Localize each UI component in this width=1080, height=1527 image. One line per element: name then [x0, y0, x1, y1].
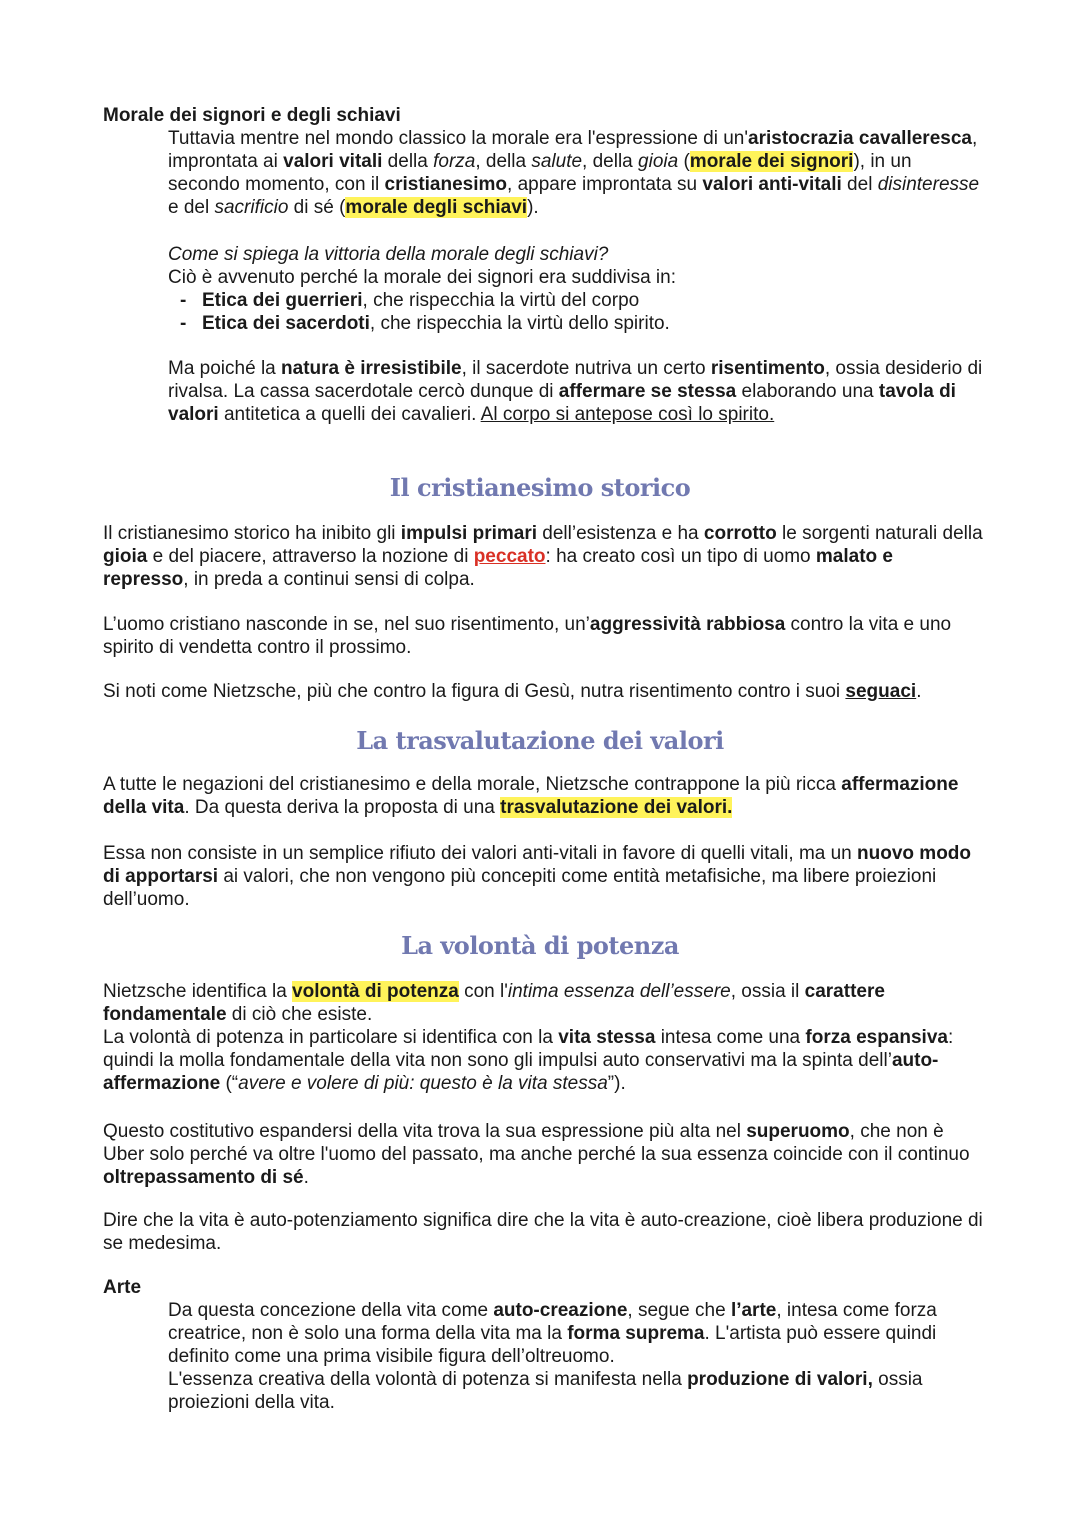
highlight-trasvalutazione: trasvalutazione dei valori.	[500, 797, 733, 818]
underlined-conclusion: Al corpo si antepose così lo spirito.	[480, 404, 775, 425]
ethics-list	[168, 289, 988, 335]
paragraph-arte: Da questa concezione della vita come auto-creazione, segue che l’arte, intesa come forza creatrice, non è solo una forma della vita ma la forma suprema. L'artista può essere quindi definito come una prima visibile figura dell’oltreuomo. L'essenza creativa della volontà di potenza si manifesta nella produzione di valori, ossia proiezioni della vita.	[168, 1300, 937, 1413]
paragraph-auto-potenziamento: Dire che la vita è auto-potenziamento significa dire che la vita è auto-creazione, cioè libera produzione di se medesima.	[103, 1210, 983, 1254]
list-item: - Etica dei guerrieri, che rispecchia la virtù del corpo	[168, 289, 988, 312]
question-intro: Ciò è avvenuto perché la morale dei signori era suddivisa in:	[168, 267, 676, 288]
paragraph-cristianesimo-3: Si noti come Nietzsche, più che contro la figura di Gesù, nutra risentimento contro i suoi seguaci.	[103, 681, 922, 702]
paragraph-morale-intro: Tuttavia mentre nel mondo classico la morale era l'espressione di un'aristocrazia cavalleresca, improntata ai valori vitali della forza, della salute, della gioia (morale dei signori), in un secondo momento, con il cristianesimo, appare improntata su valori anti-vitali del disinteresse e del sacrificio di sé (morale degli schiavi).	[168, 128, 980, 218]
highlight-morale-signori: morale dei signori	[689, 151, 854, 172]
paragraph-superuomo: Questo costitutivo espandersi della vita trova la sua espressione più alta nel superuomo, che non è Uber solo perché va oltre l'uomo del passato, ma anche perché la sua essenza coincide con il continuo oltrepassamento di sé.	[103, 1121, 970, 1188]
highlight-morale-schiavi: morale degli schiavi	[345, 197, 528, 218]
list-item: - Etica dei sacerdoti, che rispecchia la virtù dello spirito.	[168, 312, 988, 335]
paragraph-trasvalutazione-1: A tutte le negazioni del cristianesimo e della morale, Nietzsche contrappone la più ricca affermazione della vita. Da questa deriva la proposta di una trasvalutazione dei valori.	[103, 774, 959, 818]
question-text: Come si spiega la vittoria della morale degli schiavi?	[168, 244, 609, 265]
heading-volonta-potenza: La volontà di potenza	[401, 931, 679, 960]
keyword-seguaci: seguaci	[845, 681, 917, 702]
paragraph-risentimento: Ma poiché la natura è irresistibile, il sacerdote nutriva un certo risentimento, ossia desiderio di rivalsa. La cassa sacerdotale cercò dunque di affermare se stessa elaborando una tavola di valori antitetica a quelli dei cavalieri. Al corpo si antepose così lo spirito.	[168, 358, 983, 425]
question-block	[168, 243, 988, 335]
paragraph-cristianesimo-2: L’uomo cristiano nasconde in se, nel suo risentimento, un’aggressività rabbiosa contro la vita e uno spirito di vendetta contro il prossimo.	[103, 614, 952, 658]
heading-cristianesimo-storico: Il cristianesimo storico	[389, 473, 691, 502]
paragraph-cristianesimo-1: Il cristianesimo storico ha inibito gli impulsi primari dell’esistenza e ha corrotto le sorgenti naturali della gioia e del piacere, attraverso la nozione di peccato: ha creato così un tipo di uomo malato e represso, in preda a continui sensi di colpa.	[103, 523, 983, 590]
paragraph-volonta-1: Nietzsche identifica la volontà di potenza con l'intima essenza dell’essere, ossia il carattere fondamentale di ciò che esiste. La volontà di potenza in particolare si identifica con la vita stessa intesa come una forza espansiva: quindi la molla fondamentale della vita non sono gli impulsi auto conservativi ma la spinta dell’auto-affermazione (“avere e volere di più: questo è la vita stessa”).	[103, 981, 954, 1094]
section-title-morale: Morale dei signori e degli schiavi	[103, 105, 401, 126]
section-title-arte: Arte	[103, 1277, 142, 1298]
paragraph-trasvalutazione-2: Essa non consiste in un semplice rifiuto dei valori anti-vitali in favore di quelli vitali, ma un nuovo modo di apportarsi ai valori, che non vengono più concepiti come entità metafisiche, ma libere proiezioni dell’uomo.	[103, 843, 972, 910]
highlight-volonta-potenza: volontà di potenza	[292, 981, 459, 1002]
keyword-peccato: peccato	[473, 546, 546, 567]
heading-trasvalutazione: La trasvalutazione dei valori	[356, 726, 724, 755]
